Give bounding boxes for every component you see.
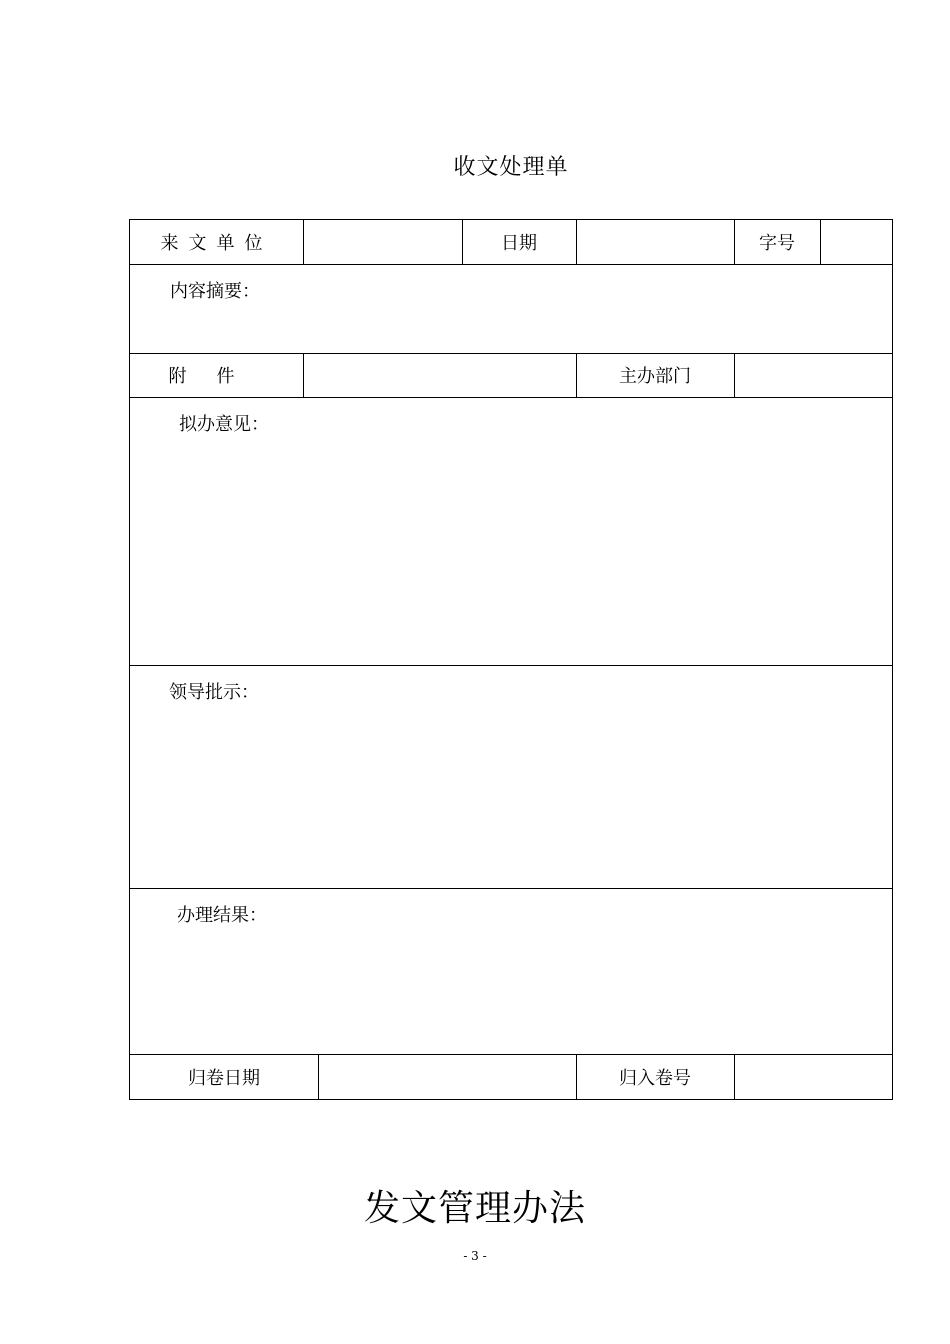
receipt-form-table (129, 219, 893, 1100)
result-label: 办理结果： (177, 905, 267, 926)
section-heading: 发文管理办法 (363, 1188, 586, 1229)
number-label: 字号 (759, 233, 795, 254)
attachment-label: 附件 (168, 366, 265, 387)
proposal-label: 拟办意见： (179, 414, 269, 435)
archive-date-field[interactable] (318, 1054, 576, 1099)
proposal-field[interactable] (130, 397, 892, 665)
volume-field[interactable] (734, 1054, 892, 1099)
leader-label: 领导批示： (169, 682, 259, 703)
archive-date-label: 归卷日期 (188, 1067, 260, 1089)
leader-field[interactable] (130, 665, 892, 888)
number-field[interactable] (820, 220, 892, 264)
sender-label: 来文单位 (160, 233, 273, 254)
dept-field[interactable] (734, 353, 892, 397)
form-title: 收文处理单 (453, 155, 569, 180)
summary-label: 内容摘要： (170, 281, 260, 302)
volume-label: 归入卷号 (619, 1067, 691, 1089)
date-label: 日期 (501, 233, 537, 254)
summary-field[interactable] (130, 264, 892, 353)
page-number: - 3 - (463, 1249, 487, 1263)
attachment-field[interactable] (303, 353, 576, 397)
dept-label: 主办部门 (619, 366, 691, 387)
sender-field[interactable] (303, 220, 462, 264)
date-field[interactable] (576, 220, 734, 264)
result-field[interactable] (130, 888, 892, 1054)
